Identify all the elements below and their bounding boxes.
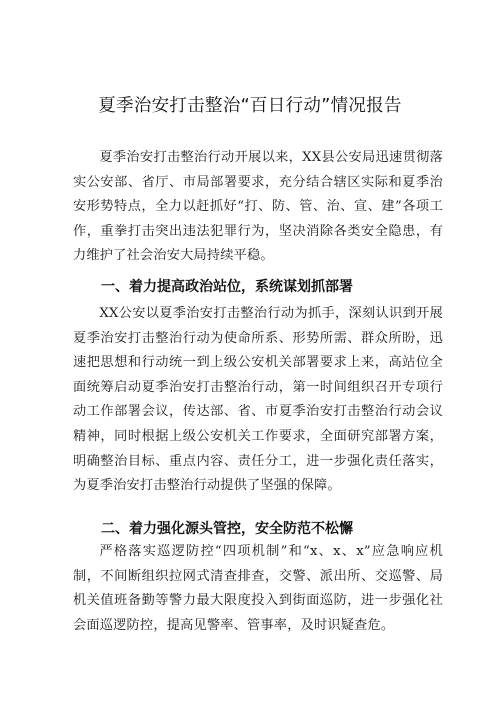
section-heading-1: 一、着力提高政治站位，系统谋划抓部署 xyxy=(101,279,353,295)
section-heading-2: 二、着力强化源头管控，安全防范不松懈 xyxy=(101,521,353,537)
section-body-1: XX公安以夏季治安打击整治行动为抓手，深刻认识到开展夏季治安打击整治行动为使命所系、形势所需、群众所盼，迅速把思想和行动统一到上级公安机关部署要求上来，高站位全面统筹启动夏季治安打击整治行动，第一时间组织召开专项行动工作部署会议，传达部、省、市夏季治安打击整治行动会议精神，同时根据上级公安机关工作要求，全面研究部署方案，明确整治目标、重点内容、责任分工，进一步强化责任落实，为夏季治安打击整治行动提供了坚强的保障。 xyxy=(73,306,443,494)
document-title: 夏季治安打击整治“百日行动”情况报告 xyxy=(98,96,402,116)
section-body-2: 严格落实巡逻防控“四项机制”和“x、x、x”应急响应机制，不间断组织拉网式清查排查，交警、派出所、交巡警、局机关值班备勤等警力最大限度投入到街面巡防，进一步强化社会面巡逻防控，提高见警率、管事率，及时识疑查危。 xyxy=(73,544,443,633)
intro-paragraph: 夏季治安打击整治行动开展以来，XX县公安局迅速贯彻落实公安部、省厅、市局部署要求，充分结合辖区实际和夏季治安形势特点，全力以赶抓好“打、防、管、治、宣、建”各项工作，重拳打击突出违法犯罪行为，坚决消除各类安全隐患，有力维护了社会治安大局持续平稳。 xyxy=(73,150,443,264)
